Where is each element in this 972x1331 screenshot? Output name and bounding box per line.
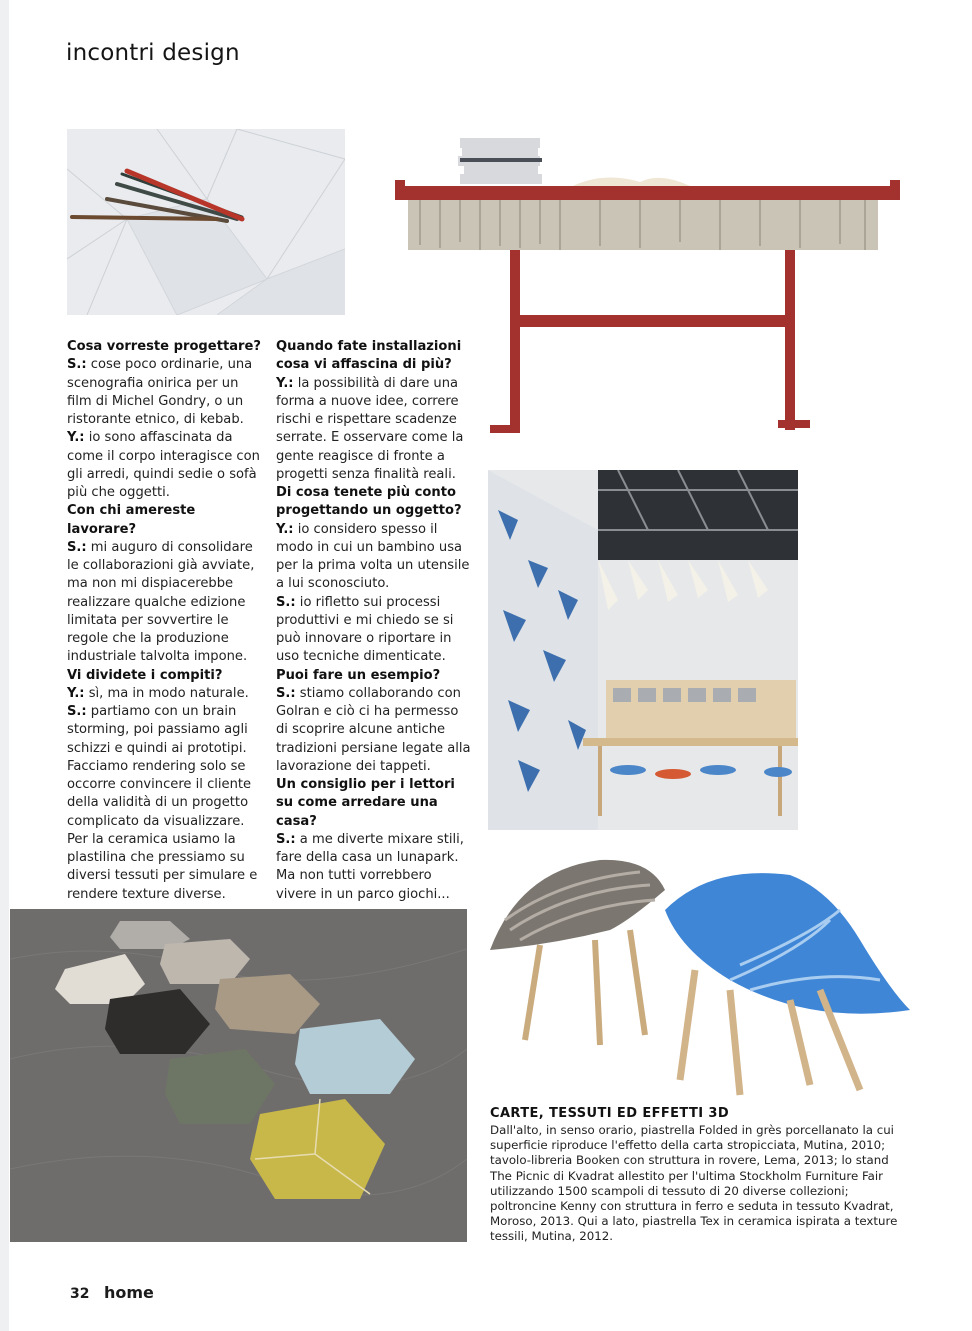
answer [276, 594, 472, 667]
photo-folded-tile [67, 129, 345, 315]
answer-text: stiamo collaborando con Golran e ciò ci ha permesso di scoprire alcune antiche tradizioni persiane legate alla lavorazione dei tappeti. [276, 685, 471, 774]
photo-kenny-chairs [480, 850, 920, 1100]
answer-text: mi auguro di consolidare le collaborazioni già avviate, ma non mi dispiacerebbe realizzare qualche edizione limitata per sovvertire le regole che la produzione industriale talvolta impone. [67, 539, 255, 665]
question: Con chi amereste lavorare? [67, 503, 196, 537]
speaker: S.: [276, 685, 296, 701]
answer [67, 429, 262, 502]
speaker: Y.: [67, 430, 85, 446]
answer [276, 831, 472, 904]
answer-text: a me diverte mixare stili, fare della casa un lunapark. Ma non tutti vorrebbero vivere in un parco giochi... [276, 831, 464, 902]
answer [67, 539, 262, 667]
answer-text: partiamo con un brain storming, poi passiamo agli schizzi e quindi ai prototipi. Facciamo rendering solo se occorre convincere il cliente della validità di un progetto complicato da visualizzare. Per la ceramica usiamo la plastilina che pressiamo su diversi tessuti per simulare e rendere texture diverse. [67, 704, 258, 902]
magazine-logo: home [103, 1283, 154, 1302]
interview-column-right [276, 338, 472, 904]
photo-caption [490, 1106, 910, 1245]
section-title: incontri design [66, 40, 240, 66]
answer [67, 703, 262, 904]
caption-title: CARTE, TESSUTI ED EFFETTI 3D [490, 1106, 730, 1121]
answer-text: la possibilità di dare una forma a nuove idee, correre rischi e rispettare scadenze serrate. E osservare come la gente reagisce di fronte a progetti senza finalità reali. [276, 375, 464, 482]
speaker: S.: [276, 594, 296, 610]
picnic-stand-illustration [488, 470, 798, 830]
answer [67, 356, 262, 429]
question: Vi dividete i compiti? [67, 667, 223, 683]
answer [67, 685, 262, 703]
folded-tile-illustration [67, 129, 345, 315]
tex-tiles-illustration [10, 909, 467, 1242]
speaker: Y.: [67, 685, 85, 701]
photo-tex-tiles [10, 909, 467, 1242]
speaker: S.: [67, 357, 87, 373]
answer-text: io sono affascinata da come il corpo interagisce con gli arredi, quindi sedie o sofà più che oggetti. [67, 430, 260, 500]
caption-body: Dall'alto, in senso orario, piastrella Folded in grès porcellanato la cui superficie riproduce l'effetto della carta stropicciata, Mutina, 2010; tavolo-libreria Booken con struttura in rovere, Lema, 2013; lo stand The Picnic di Kvadrat allestito per l'ultima Stockholm Furniture Fair utilizzando 1500 scampoli di tessuto di 20 diverse collezioni; poltroncine Kenny con struttura in ferro e seduta in tessuto Kvadrat, Moroso, 2013. Qui a lato, piastrella Tex in ceramica ispirata a texture tessili, Mutina, 2012. [490, 1123, 898, 1244]
answer-text: io rifletto sui processi produttivi e mi chiedo se si può innovare o riportare in uso tecniche dimenticate. [276, 594, 454, 665]
speaker: S.: [276, 831, 296, 847]
question: Puoi fare un esempio? [276, 667, 441, 683]
question: Quando fate installazioni cosa vi affascina di più? [276, 339, 462, 373]
page-footer [70, 1283, 154, 1302]
speaker: Y.: [276, 375, 294, 391]
answer [276, 685, 472, 776]
question: Cosa vorreste progettare? [67, 339, 261, 354]
page-edge [0, 0, 9, 1331]
question: Un consiglio per i lettori su come arredare una casa? [276, 777, 455, 829]
speaker: Y.: [276, 521, 294, 537]
answer-text: cose poco ordinarie, una scenografia onirica per un film di Michel Gondry, o un ristorante etnico, di kebab. [67, 357, 253, 427]
page-number: 32 [70, 1286, 90, 1302]
speaker: S.: [67, 539, 87, 555]
interview-column-left [67, 338, 262, 904]
answer [276, 375, 472, 485]
answer-text: io considero spesso il modo in cui un bambino usa per la prima volta un utensile a lui sconosciuto. [276, 521, 470, 592]
answer-text: sì, ma in modo naturale. [84, 685, 249, 701]
speaker: S.: [67, 704, 87, 719]
photo-picnic-stand [488, 470, 798, 830]
answer [276, 521, 472, 594]
question: Di cosa tenete più conto progettando un oggetto? [276, 485, 462, 519]
kenny-chairs-illustration [480, 850, 920, 1100]
